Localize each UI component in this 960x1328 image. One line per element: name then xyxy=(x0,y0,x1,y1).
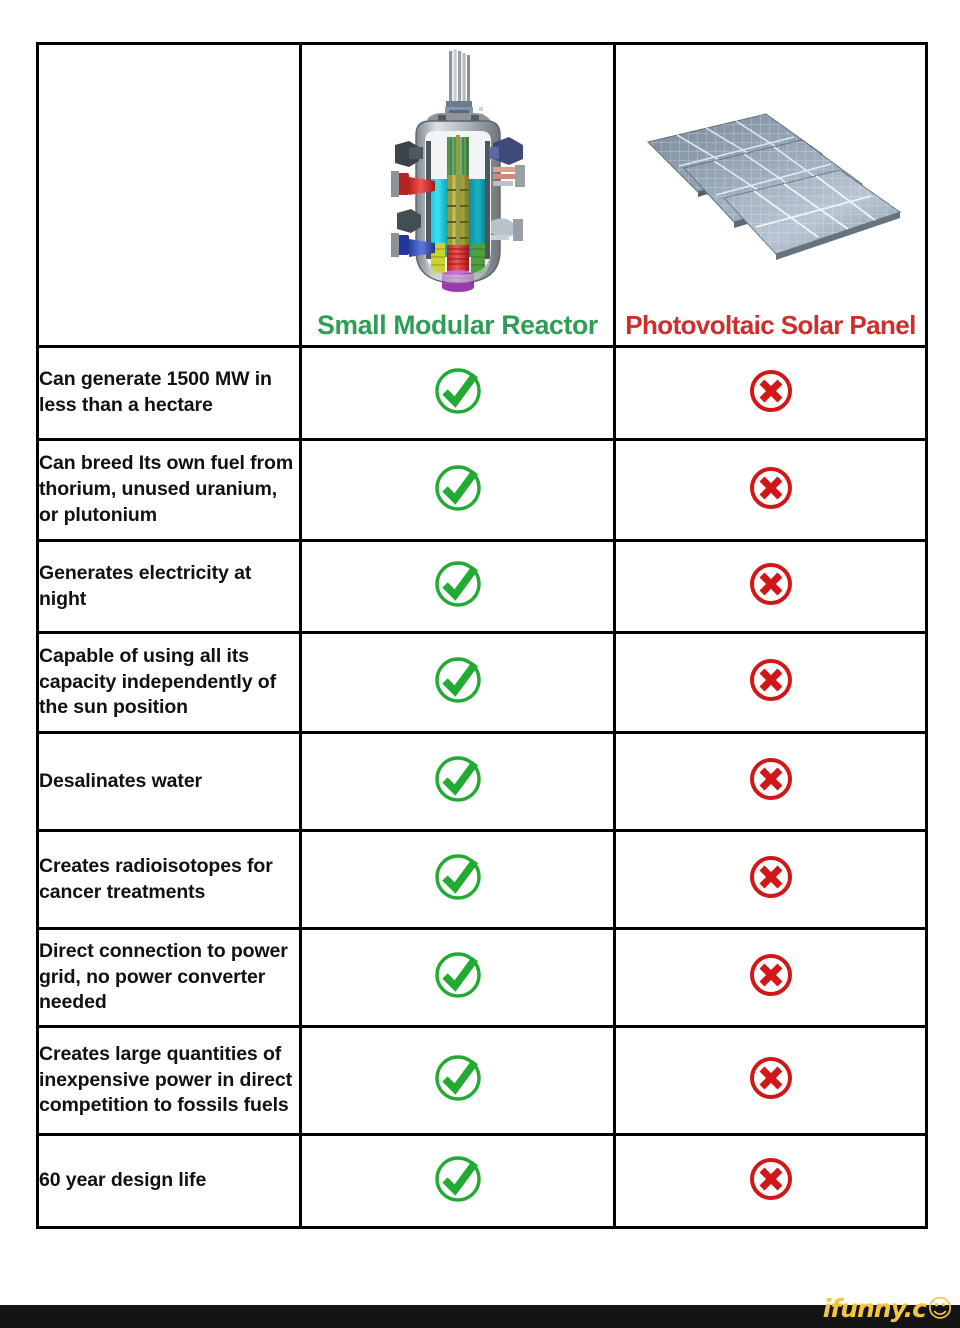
green-check-icon xyxy=(432,558,484,610)
header-cell-empty xyxy=(38,44,301,347)
column-header-pv: Photovoltaic Solar Panel xyxy=(625,310,916,340)
red-cross-icon xyxy=(747,1155,795,1203)
red-cross-icon xyxy=(747,367,795,415)
green-check-icon xyxy=(432,949,484,1001)
cell-pv-red-cross-icon xyxy=(615,347,927,440)
cell-pv-red-cross-icon xyxy=(615,831,927,929)
cell-pv-red-cross-icon xyxy=(615,1027,927,1135)
cell-pv-red-cross-icon xyxy=(615,633,927,733)
cell-smr-green-check-icon xyxy=(301,541,615,633)
table-row xyxy=(38,347,927,440)
green-check-icon xyxy=(432,851,484,903)
header-cell-pv xyxy=(615,44,927,347)
feature-label: Desalinates water xyxy=(38,733,301,831)
watermark-text: ifunny.c xyxy=(822,1294,926,1323)
green-check-icon xyxy=(432,1052,484,1104)
cell-pv-red-cross-icon xyxy=(615,1135,927,1228)
header-cell-smr xyxy=(301,44,615,347)
watermark-bar xyxy=(0,1305,960,1328)
cell-smr-green-check-icon xyxy=(301,347,615,440)
column-header-smr: Small Modular Reactor xyxy=(317,310,598,340)
green-check-icon xyxy=(432,462,484,514)
cell-smr-green-check-icon xyxy=(301,440,615,541)
cell-smr-green-check-icon xyxy=(301,1027,615,1135)
feature-label: Direct connection to power grid, no power converter needed xyxy=(38,929,301,1027)
red-cross-icon xyxy=(747,1054,795,1102)
ifunny-watermark xyxy=(823,1296,952,1321)
green-check-icon xyxy=(432,365,484,417)
cell-smr-green-check-icon xyxy=(301,929,615,1027)
table-row xyxy=(38,929,927,1027)
table-row xyxy=(38,1135,927,1228)
comparison-table xyxy=(36,42,928,1229)
cell-pv-red-cross-icon xyxy=(615,440,927,541)
feature-label: Creates large quantities of inexpensive power in direct competition to fossils fuels xyxy=(38,1027,301,1135)
table-row xyxy=(38,733,927,831)
red-cross-icon xyxy=(747,464,795,512)
feature-label: Can breed Its own fuel from thorium, unused uranium, or plutonium xyxy=(38,440,301,541)
red-cross-icon xyxy=(747,656,795,704)
feature-label: Can generate 1500 MW in less than a hectare xyxy=(38,347,301,440)
table-row xyxy=(38,440,927,541)
feature-label: 60 year design life xyxy=(38,1135,301,1228)
cell-smr-green-check-icon xyxy=(301,733,615,831)
table-row xyxy=(38,831,927,929)
table-row xyxy=(38,541,927,633)
table-row xyxy=(38,1027,927,1135)
red-cross-icon xyxy=(747,755,795,803)
feature-label: Generates electricity at night xyxy=(38,541,301,633)
small-modular-reactor-image xyxy=(302,45,613,305)
smiley-icon: ☺ xyxy=(926,1294,952,1323)
green-check-icon xyxy=(432,654,484,706)
red-cross-icon xyxy=(747,853,795,901)
cell-pv-red-cross-icon xyxy=(615,929,927,1027)
red-cross-icon xyxy=(747,951,795,999)
solar-panel-image xyxy=(616,45,925,305)
cell-smr-green-check-icon xyxy=(301,633,615,733)
cell-pv-red-cross-icon xyxy=(615,541,927,633)
feature-label: Capable of using all its capacity independently of the sun position xyxy=(38,633,301,733)
feature-label: Creates radioisotopes for cancer treatments xyxy=(38,831,301,929)
green-check-icon xyxy=(432,753,484,805)
cell-pv-red-cross-icon xyxy=(615,733,927,831)
red-cross-icon xyxy=(747,560,795,608)
cell-smr-green-check-icon xyxy=(301,831,615,929)
table-header-row xyxy=(38,44,927,347)
table-row xyxy=(38,633,927,733)
green-check-icon xyxy=(432,1153,484,1205)
cell-smr-green-check-icon xyxy=(301,1135,615,1228)
